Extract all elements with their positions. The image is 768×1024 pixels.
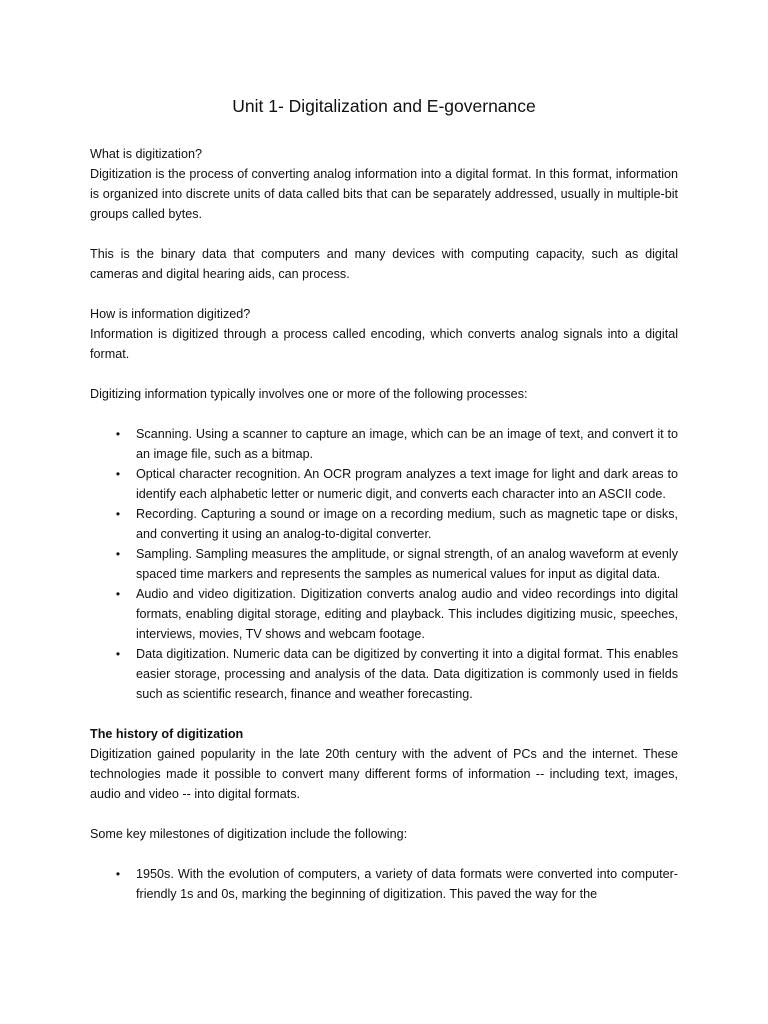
list-item-text: 1950s. With the evolution of computers, a variety of data formats were converted into computer-friendly 1s and 0s, marking the beginning of digitization. This paved the way for the [136, 867, 678, 901]
list-item-text: Recording. Capturing a sound or image on a recording medium, such as magnetic tape or disks, and converting it using an analog-to-digital converter. [136, 507, 678, 541]
list-item [90, 864, 678, 904]
paragraph-spacer [90, 804, 678, 824]
paragraph-binary-data: This is the binary data that computers and many devices with computing capacity, such as digital cameras and digital hearing aids, can process. [90, 247, 678, 281]
list-item [90, 644, 678, 704]
question-what-is-digitization: What is digitization? [90, 147, 202, 161]
list-item [90, 464, 678, 504]
bullet-icon: • [115, 507, 121, 521]
document-body [90, 94, 678, 904]
section-heading-history: The history of digitization [90, 727, 244, 741]
bullet-icon: • [115, 547, 121, 561]
paragraph-encoding: Information is digitized through a process called encoding, which converts analog signals into a digital format. [90, 327, 678, 361]
question-how-digitized: How is information digitized? [90, 307, 251, 321]
paragraph-spacer [90, 404, 678, 424]
list-item-text: Audio and video digitization. Digitization converts analog audio and video recordings into digital formats, enabling digital storage, editing and playback. This includes digitizing music, speeches, interviews, movies, TV shows and webcam footage. [136, 587, 678, 641]
paragraph-spacer [90, 704, 678, 724]
paragraph-milestones-intro: Some key milestones of digitization include the following: [90, 827, 408, 841]
bullet-icon: • [115, 867, 121, 881]
list-item-text: Sampling. Sampling measures the amplitude, or signal strength, of an analog waveform at evenly spaced time markers and represents the samples as numerical values for input as digital data. [136, 547, 678, 581]
list-item-text: Data digitization. Numeric data can be digitized by converting it into a digital format. This enables easier storage, processing and analysis of the data. Data digitization is commonly used in fields such as scientific research, finance and weather forecasting. [136, 647, 678, 701]
list-item-text: Optical character recognition. An OCR program analyzes a text image for light and dark areas to identify each alphabetic letter or numeric digit, and converts each character into an ASCII code. [136, 467, 678, 501]
list-item [90, 544, 678, 584]
processes-list [90, 424, 678, 704]
paragraph-spacer [90, 224, 678, 244]
list-item [90, 424, 678, 464]
paragraph-spacer [90, 844, 678, 864]
list-item-text: Scanning. Using a scanner to capture an image, which can be an image of text, and convert it to an image file, such as a bitmap. [136, 427, 678, 461]
bullet-icon: • [115, 587, 121, 601]
paragraph-spacer [90, 284, 678, 304]
list-item [90, 584, 678, 644]
list-item [90, 504, 678, 544]
paragraph-digitization-definition: Digitization is the process of converting analog information into a digital format. In this format, information is organized into discrete units of data called bits that can be separately addressed, usually in multiple-bit groups called bytes. [90, 167, 678, 221]
bullet-icon: • [115, 647, 121, 661]
paragraph-processes-intro: Digitizing information typically involves one or more of the following processes: [90, 387, 528, 401]
paragraph-history: Digitization gained popularity in the late 20th century with the advent of PCs and the internet. These technologies made it possible to convert many different forms of information -- including text, images, audio and video -- into digital formats. [90, 747, 678, 801]
document-title: Unit 1- Digitalization and E-governance [232, 96, 536, 116]
bullet-icon: • [115, 427, 121, 441]
milestones-list [90, 864, 678, 904]
bullet-icon: • [115, 467, 121, 481]
paragraph-spacer [90, 364, 678, 384]
